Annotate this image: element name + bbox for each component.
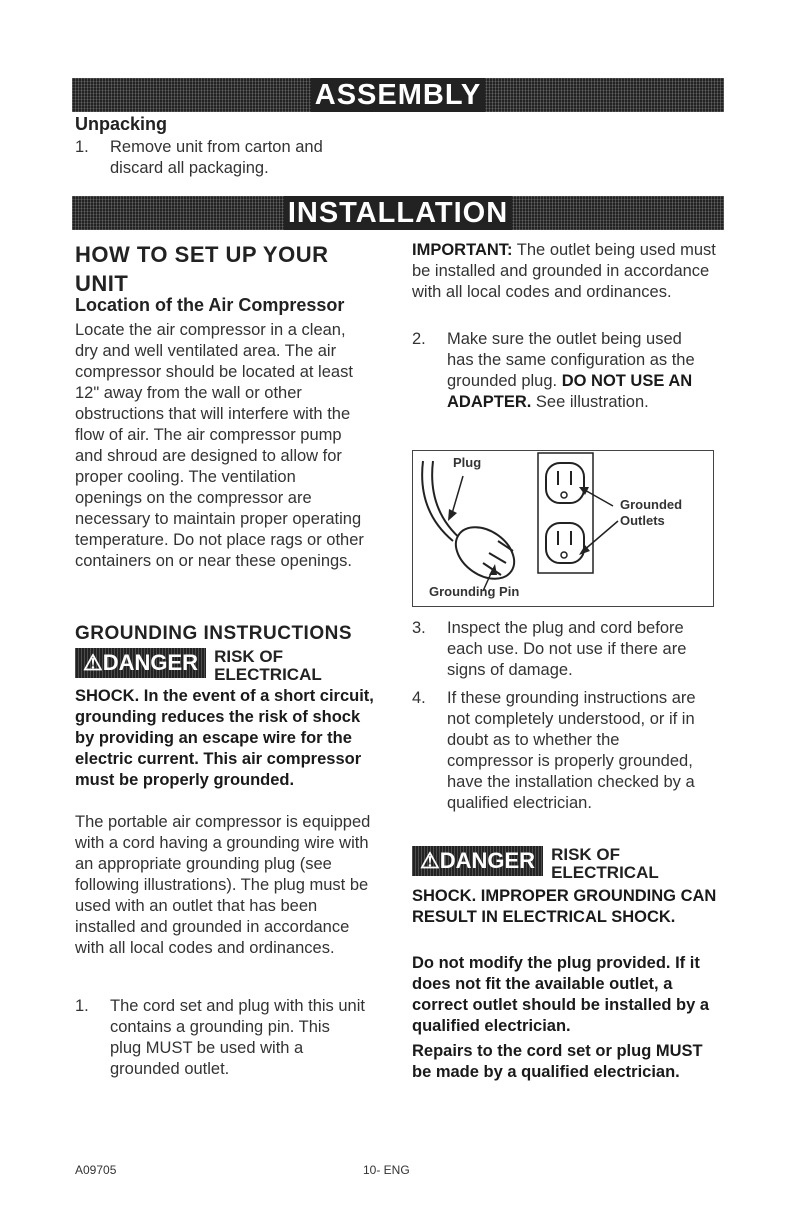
danger-label-2: ⚠DANGER [412,846,543,876]
illus-plug-label: Plug [453,455,482,470]
danger-risk-1-line2: ELECTRICAL [214,665,322,684]
step-text: Remove unit from carton and discard all packaging. [110,138,323,177]
setup-title-line1: HOW TO SET UP YOUR [75,242,329,267]
portable-text: The portable air compressor is equipped with a cord having a grounding wire with an appropriate grounding plug (see following illustrations). The plug must be used with an outlet that has been installed and grounded in accordance with all local codes and ordinances. [75,813,371,957]
item-number: 4. [412,689,426,707]
item-text: The cord set and plug with this unit contains a grounding pin. This plug MUST be used with a grounded outlet. [110,997,365,1078]
important-text: The outlet being used must be installed and grounded in accordance with all local codes and ordinances. [412,241,716,301]
grounding-item-4 [412,688,702,814]
item-text: If these grounding instructions are not completely understood, or if in doubt as to whether the compressor is properly grounded, have the installation checked by a qualified electrician. [447,689,696,812]
item-2-text-end: See illustration. [531,393,649,411]
grounding-item-2 [412,329,712,413]
unpacking-step-1 [75,137,355,179]
document-code: A09705 [75,1163,117,1177]
item-2-text-bold: DO NOT USE AN ADAPTER. [447,372,693,411]
assembly-banner-title: ASSEMBLY [311,78,485,112]
location-text: Locate the air compressor in a clean, dry and well ventilated area. The air compressor should be located at least 12" away from the wall or other obstructions that will interfere with the flow of air. The air compressor pump and shroud are designed to allow for proper cooling. The ventilation openings on the compressor are necessary to maintain proper operating temperature. Do not place rags or other containers on or near these openings. [75,321,364,570]
illus-grounding-pin-label: Grounding Pin [429,584,520,599]
unpacking-title: Unpacking [75,114,168,134]
danger-text-2: SHOCK. IMPROPER GROUNDING CAN RESULT IN ELECTRICAL SHOCK. [412,887,717,926]
setup-title-line2: UNIT [75,271,129,296]
location-title: Location of the Air Compressor [75,295,345,315]
illus-grounded-line1: Grounded [620,497,683,512]
installation-banner-title: INSTALLATION [284,196,512,230]
item-number: 3. [412,619,426,637]
item-text [447,329,712,413]
step-number: 1. [75,138,89,156]
danger-text-1: SHOCK. In the event of a short circuit, grounding reduces the risk of shock by providing an escape wire for the electric current. This air compressor must be properly grounded. [75,687,374,789]
assembly-banner [72,78,724,112]
danger-notice-1 [75,648,322,684]
setup-title [75,240,375,298]
item-text: Inspect the plug and cord before each use. Do not use if there are signs of damage. [447,619,687,679]
item-2-text-plain: Make sure the outlet being used has the same configuration as the grounded plug. [447,330,695,390]
danger-risk-1 [214,648,322,684]
grounding-title: GROUNDING INSTRUCTIONS [75,623,352,644]
modify-warning: Do not modify the plug provided. If it does not fit the available outlet, a correct outlet should be installed by a qualified electrician. [412,954,710,1035]
illus-grounded-outlets-label [620,497,682,529]
repairs-warning: Repairs to the cord set or plug MUST be made by a qualified electrician. [412,1042,703,1081]
danger-risk-2-line1: RISK OF [551,845,621,864]
grounding-item-1 [75,996,365,1080]
illus-grounded-line2: Outlets [620,513,665,528]
grounding-item-3 [412,618,717,681]
danger-label-1: ⚠DANGER [75,648,206,678]
page-number: 10- ENG [363,1163,410,1177]
important-note [412,240,717,303]
danger-risk-1-line1: RISK OF [214,647,284,666]
item-number: 2. [412,330,426,348]
important-label: IMPORTANT: [412,241,513,259]
plug-outlet-illustration [412,450,714,607]
installation-banner [72,196,724,230]
item-number: 1. [75,997,89,1015]
danger-notice-2 [412,846,659,882]
danger-risk-2-line2: ELECTRICAL [551,863,659,882]
danger-risk-2 [551,846,659,882]
